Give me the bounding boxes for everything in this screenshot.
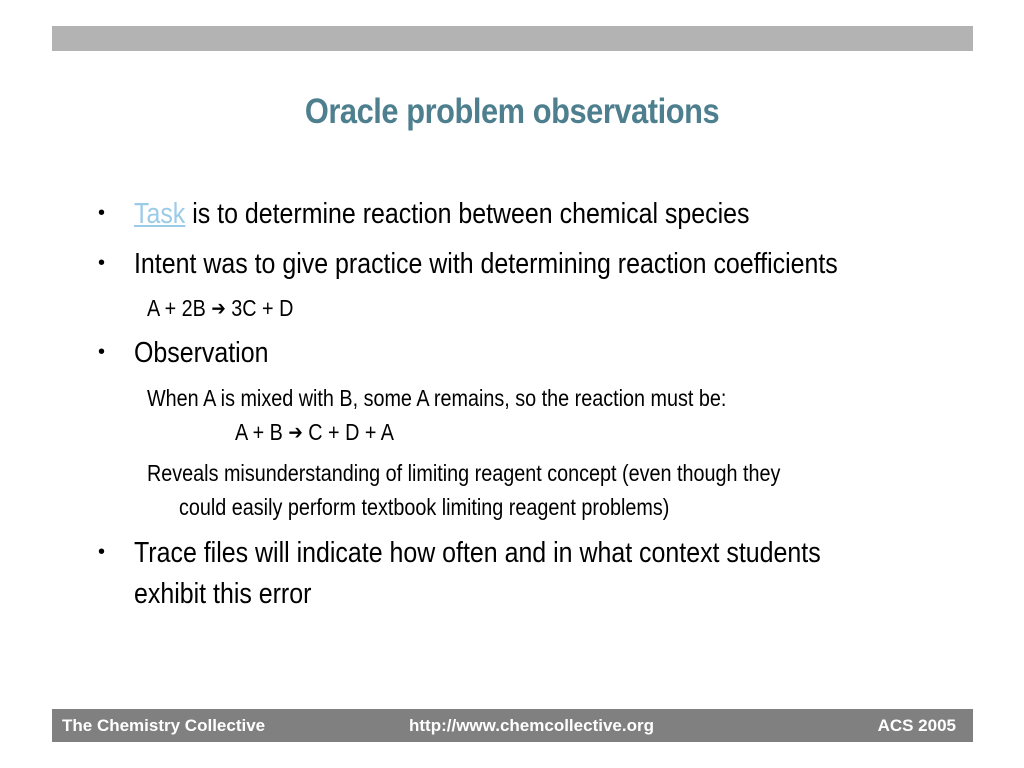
bullet-task: [134, 198, 750, 231]
bullet-trace-line-1: Trace files will indicate how often and in what context students: [134, 537, 821, 569]
equation-observed: [235, 419, 394, 446]
arrow-icon: ➔: [288, 420, 303, 444]
misunderstanding-line-1: Reveals misunderstanding of limiting reagent concept (even though they: [147, 460, 781, 486]
footer-event: ACS 2005: [877, 716, 956, 735]
bullet-trace-line-2: exhibit this error: [134, 578, 312, 610]
bullet-intent: Intent was to give practice with determining reaction coefficients: [134, 248, 838, 280]
misunderstanding-line-2: could easily perform textbook limiting reagent problems): [179, 494, 670, 520]
bullet-marker: •: [98, 252, 106, 274]
bullet-marker: •: [98, 341, 106, 363]
arrow-icon: ➔: [211, 296, 226, 320]
equation-left: A + B: [235, 419, 289, 445]
equation-right: 3C + D: [225, 295, 294, 321]
footer-organization: The Chemistry Collective: [62, 716, 266, 735]
bullet-marker: •: [98, 541, 106, 563]
bullet-marker: •: [98, 202, 106, 224]
footer-bar: [52, 709, 973, 742]
bullet-observation: Observation: [134, 337, 269, 369]
equation-right: C + D + A: [302, 419, 395, 445]
equation-intended: [147, 295, 293, 322]
bullet-task-text: is to determine reaction between chemical species: [185, 198, 750, 230]
equation-left: A + 2B: [147, 295, 212, 321]
footer-url[interactable]: http://www.chemcollective.org: [409, 716, 654, 735]
observation-detail: When A is mixed with B, some A remains, so the reaction must be:: [147, 385, 727, 411]
task-link[interactable]: Task: [134, 198, 186, 230]
slide-title: Oracle problem observations: [304, 92, 720, 131]
